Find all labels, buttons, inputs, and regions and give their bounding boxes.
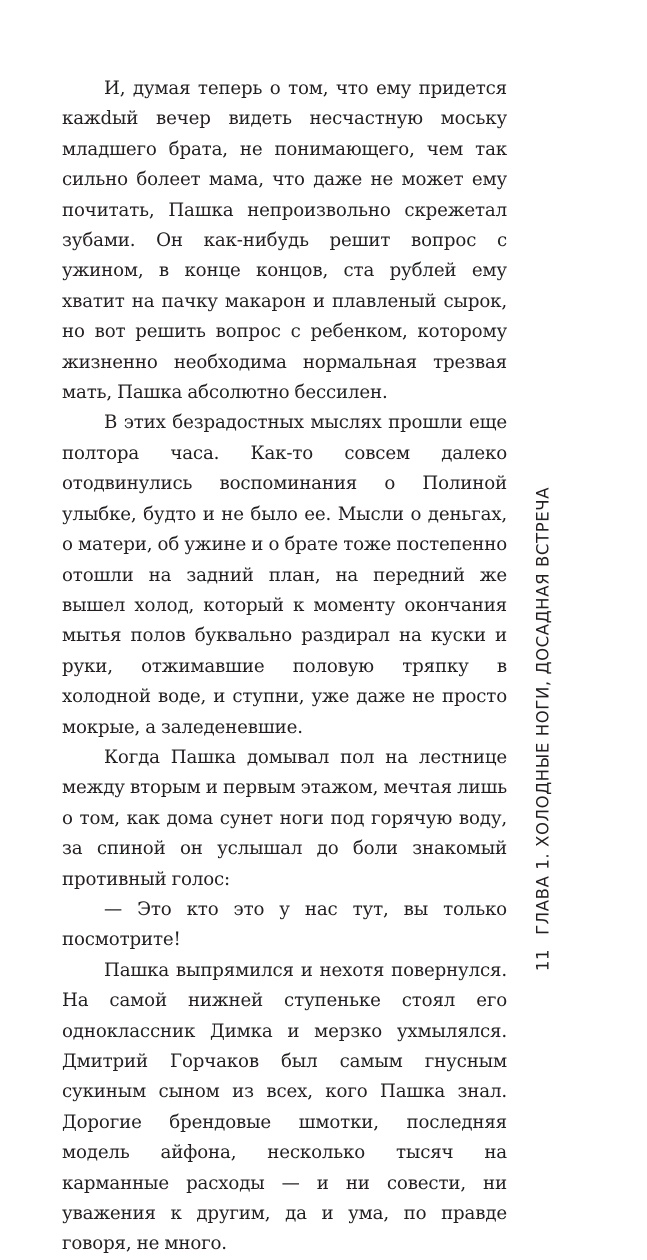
body-text [62,74,507,1260]
page-number: 11 [533,948,553,972]
paragraph: И, думая теперь о том, что ему придется кажdый вечер видеть несчастную моську младшего брата, не понимающего, чем так сильно болеет мама, что даже не может ему почитать, Пашка непроизвольно скрежетал зубами. Он как-нибудь решит вопрос с ужином, в конце концов, ста рублей ему хватит на пачку макарон и плавленый сырок, но вот решить вопрос с ребенком, которому жизненно необходима нормальная трезвая мать, Пашка абсолютно бессилен. [62,78,507,404]
paragraph: В этих безрадостных мыслях прошли еще полтора часа. Как-то совсем далеко отодвинулись воспоминания о Полиной улыбке, будто и не было ее. Мысли о деньгах, о матери, об ужине и о брате тоже постепенно отошли на задний план, на передний же вышел холод, который к моменту окончания мытья полов буквально раздирал на куски и руки, отжимавшие половую тряпку в холодной воде, и ступни, уже даже не просто мокрые, а заледеневшие. [62,412,507,738]
chapter-title: ГЛАВА 1. ХОЛОДНЫЕ НОГИ, ДОСАДНАЯ ВСТРЕЧА [533,486,553,935]
paragraph: Пашка выпрямился и нехотя повернулся. На самой нижней ступеньке стоял его одноклассник Димка и мерзко ухмылялся. Дмитрий Горчаков был самым гнусным сукиным сыном из всех, кого Пашка знал. Дорогие брендовые шмотки, последняя модель айфона, несколько тысяч на карманные расходы — и ни совести, ни уважения к другим, да и ума, по правде говоря, не много. [62,959,507,1255]
paragraph: Когда Пашка домывал пол на лестнице между вторым и первым этажом, мечтая лишь о том, как дома сунет ноги под горячую воду, за спиной он услышал до боли знакомый противный голос: [62,746,507,890]
dialogue-line: — Это кто это у нас тут, вы только посмотрите! [62,898,507,951]
running-head [533,486,553,972]
